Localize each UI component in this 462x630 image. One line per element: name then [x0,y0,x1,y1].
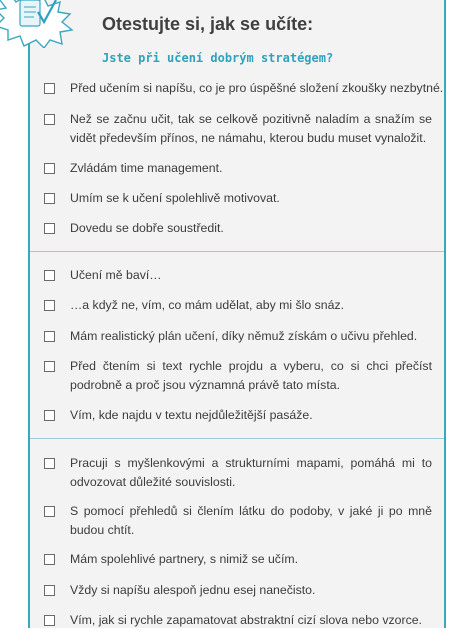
page-title: Otestujte si, jak se učíte: [102,14,314,34]
checkbox[interactable] [44,114,55,125]
checkbox[interactable] [44,223,55,234]
checkbox[interactable] [44,410,55,421]
checklist-badge-icon [0,0,76,48]
checkbox[interactable] [44,361,55,372]
item-text: Vím, jak si rychle zapamatovat abstraktní cizí slova nebo vzorce. [70,613,422,627]
item-text: Umím se k učení spolehlivě motivovat. [70,191,280,205]
item-text: Učení mě baví… [70,268,162,282]
item-text: Před učením si napíšu, co je pro úspěšné složení zkoušky nezbytné. [70,81,444,95]
item-text: Než se začnu učit, tak se celkově pozitivně naladím a snažím se vidět především přínos, ne námahu, kterou budu muset vynaložit. [70,112,432,145]
checkbox[interactable] [44,585,55,596]
page-subtitle: Jste při učení dobrým stratégem? [102,51,334,65]
checkbox[interactable] [44,163,55,174]
item-text: Mám realistický plán učení, díky němuž získám o učivu přehled. [70,329,418,343]
checkbox[interactable] [44,615,55,626]
item-text: Před čtením si text rychle projdu a vyberu, co si chci přečíst podrobně a proč jsou významná právě tato místa. [70,359,432,392]
checkbox[interactable] [44,331,55,342]
section-divider [30,251,444,252]
checkbox[interactable] [44,554,55,565]
item-text: S pomocí přehledů si člením látku do podoby, v jaké ji po mně budou chtít. [70,504,432,537]
section-divider [30,438,444,439]
checkbox[interactable] [44,83,55,94]
checkbox[interactable] [44,193,55,204]
item-text: Zvládám time management. [70,161,223,175]
item-text: Dovedu se dobře soustředit. [70,221,224,235]
item-text: Pracuji s myšlenkovými a strukturními mapami, pomáhá mi to odvozovat důležité souvislosti. [70,456,432,489]
item-text: Vždy si napíšu alespoň jednu esej nanečisto. [70,583,316,597]
item-text: …a když ne, vím, co mám udělat, aby mi šlo snáz. [70,298,345,312]
checkbox[interactable] [44,300,55,311]
item-text: Vím, kde najdu v textu nejdůležitější pasáže. [70,408,313,422]
checkbox[interactable] [44,270,55,281]
item-text: Mám spolehlivé partnery, s nimiž se učím. [70,552,299,566]
checkbox[interactable] [44,506,55,517]
checkbox[interactable] [44,458,55,469]
